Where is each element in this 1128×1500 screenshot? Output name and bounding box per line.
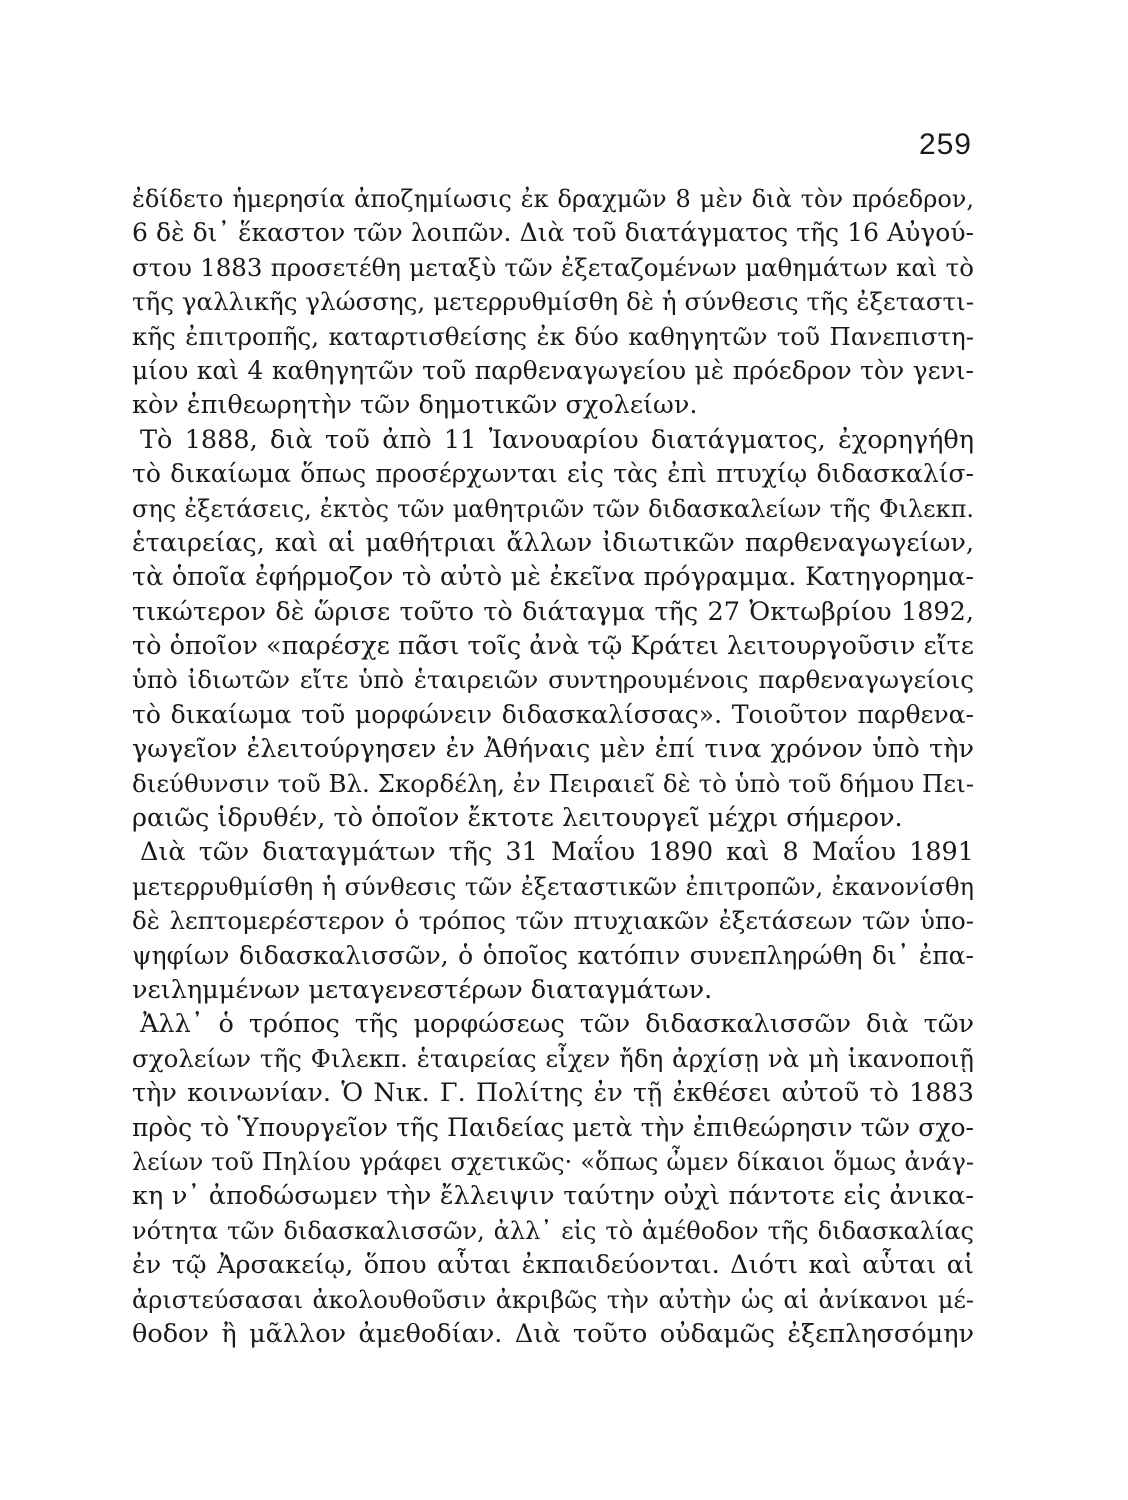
text-line: λείων τοῦ Πηλίου γράφει σχετικῶς· «ὅπως ὦμεν δίκαιοι ὅμως ἀνάγ- (132, 1147, 974, 1176)
text-line: τὴν κοινωνίαν. Ὁ Νικ. Γ. Πολίτης ἐν τῇ ἐκθέσει αὐτοῦ τὸ 1883 (132, 1078, 974, 1109)
paragraph-start-line: Ἀλλ᾽ ὁ τρόπος τῆς μορφώσεως τῶν διδασκαλισσῶν διὰ τῶν (140, 1009, 974, 1040)
text-line: μίου καὶ 4 καθηγητῶν τοῦ παρθεναγωγείου μὲ πρόεδρον τὸν γενι- (132, 355, 974, 385)
text-line: τὸ ὁποῖον «παρέσχε πᾶσι τοῖς ἀνὰ τῷ Κράτει λειτουργοῦσιν εἴτε (132, 631, 974, 662)
text-line: θοδον ἢ μᾶλλον ἀμεθοδίαν. Διὰ τοῦτο οὐδαμῶς ἐξεπλησσόμην (132, 1318, 974, 1349)
text-line: ἀριστεύσασαι ἀκολουθοῦσιν ἀκριβῶς τὴν αὐτὴν ὡς αἱ ἀνίκανοι μέ- (132, 1285, 974, 1314)
paragraph-start-line: Διὰ τῶν διαταγμάτων τῆς 31 Μαΐου 1890 καὶ 8 Μαΐου 1891 (140, 837, 974, 868)
text-line: ραιῶς ἱδρυθέν, τὸ ὁποῖον ἔκτοτε λειτουργεῖ μέχρι σήμερον. (132, 803, 903, 834)
text-line: πρὸς τὸ Ὑπουργεῖον τῆς Παιδείας μετὰ τὴν ἐπιθεώρησιν τῶν σχο- (132, 1112, 974, 1142)
text-line: τὰ ὁποῖα ἐφήρμοζον τὸ αὐτὸ μὲ ἐκεῖνα πρόγραμμα. Κατηγορημα- (132, 562, 974, 593)
text-line: τικώτερον δὲ ὥρισε τοῦτο τὸ διάταγμα τῆς 27 Ὀκτωβρίου 1892, (132, 596, 974, 627)
text-line: γωγεῖον ἐλειτούργησεν ἐν Ἀθήναις μὲν ἐπί τινα χρόνον ὑπὸ τὴν (132, 734, 974, 765)
text-line: ψηφίων διδασκαλισσῶν, ὁ ὁποῖος κατόπιν συνεπληρώθη δι᾽ ἐπα- (132, 940, 974, 970)
text-line: νότητα τῶν διδασκαλισσῶν, ἀλλ᾽ εἰς τὸ ἀμέθοδον τῆς διδασκαλίας (132, 1216, 974, 1245)
page-number: 259 (918, 128, 972, 161)
text-line: ἐν τῷ Ἀρσακείῳ, ὅπου αὗται ἐκπαιδεύονται. Διότι καὶ αὗται αἱ (132, 1250, 974, 1281)
text-line: τὸ δικαίωμα τοῦ μορφώνειν διδασκαλίσσας». Τοιοῦτον παρθενα- (132, 699, 974, 729)
body-text (132, 182, 974, 1351)
text-line: στου 1883 προσετέθη μεταξὺ τῶν ἐξεταζομένων μαθημάτων καὶ τὸ (132, 252, 974, 282)
text-line: κη ν᾽ ἀποδώσωμεν τὴν ἔλλειψιν ταύτην οὐχὶ πάντοτε εἰς ἀνικα- (132, 1181, 974, 1212)
text-line: δὲ λεπτομερέστερον ὁ τρόπος τῶν πτυχιακῶν ἐξετάσεων τῶν ὑπο- (132, 906, 974, 936)
text-line: 6 δὲ δι᾽ ἕκαστον τῶν λοιπῶν. Διὰ τοῦ διατάγματος τῆς 16 Αὐγού- (132, 218, 974, 248)
text-line: σης ἐξετάσεις, ἐκτὸς τῶν μαθητριῶν τῶν διδασκαλείων τῆς Φιλεκπ. (132, 494, 974, 523)
text-line: μετερρυθμίσθη ἡ σύνθεσις τῶν ἐξεταστικῶν ἐπιτροπῶν, ἐκανονίσθη (132, 872, 974, 901)
text-line: νειλημμένων μεταγενεστέρων διαταγμάτων. (132, 974, 713, 1005)
text-line: ἑταιρείας, καὶ αἱ μαθήτριαι ἄλλων ἰδιωτικῶν παρθεναγωγείων, (132, 527, 974, 558)
text-line: σχολείων τῆς Φιλεκπ. ἑταιρείας εἶχεν ἤδη ἀρχίσῃ νὰ μὴ ἱκανοποιῇ (132, 1043, 974, 1073)
text-line: κὸν ἐπιθεωρητὴν τῶν δημοτικῶν σχολείων. (132, 390, 698, 421)
text-line: τὸ δικαίωμα ὅπως προσέρχωνται εἰς τὰς ἐπὶ πτυχίῳ διδασκαλίσ- (132, 459, 974, 489)
text-line: τῆς γαλλικῆς γλώσσης, μετερρυθμίσθη δὲ ἡ σύνθεσις τῆς ἐξεταστι- (132, 287, 974, 317)
text-line: διεύθυνσιν τοῦ Βλ. Σκορδέλη, ἐν Πειραιεῖ δὲ τὸ ὑπὸ τοῦ δήμου Πει- (132, 768, 974, 798)
text-line: ὑπὸ ἰδιωτῶν εἴτε ὑπὸ ἑταιρειῶν συντηρουμένοις παρθεναγωγείοις (132, 665, 974, 695)
paragraph-start-line: Τὸ 1888, διὰ τοῦ ἀπὸ 11 Ἰανουαρίου διατάγματος, ἐχορηγήθη (140, 424, 974, 455)
text-line: ἐδίδετο ἡμερησία ἀποζημίωσις ἐκ δραχμῶν 8 μὲν διὰ τὸν πρόεδρον, (132, 185, 974, 213)
text-line: κῆς ἐπιτροπῆς, καταρτισθείσης ἐκ δύο καθηγητῶν τοῦ Πανεπιστη- (132, 321, 974, 351)
